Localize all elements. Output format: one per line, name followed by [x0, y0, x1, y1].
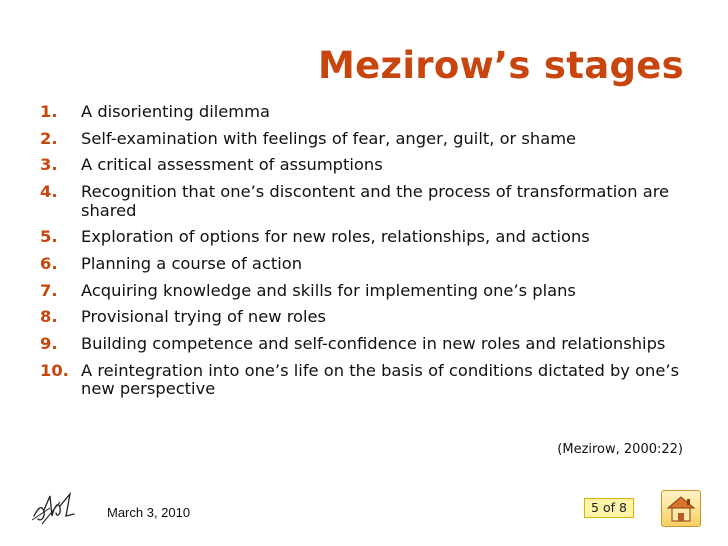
item-number: 1.: [40, 102, 58, 121]
item-text: Acquiring knowledge and skills for implementing one’s plans: [81, 280, 576, 300]
slide-title: Mezirow’s stages: [317, 44, 684, 87]
signature-logo-icon: [30, 486, 76, 528]
list-item: [40, 103, 700, 122]
list-item: [40, 183, 700, 220]
item-text: A disorienting dilemma: [81, 102, 270, 121]
item-number: 7.: [40, 280, 58, 300]
footer-date: March 3, 2010: [107, 505, 191, 520]
home-icon: [662, 491, 700, 526]
citation: (Mezirow, 2000:22): [557, 442, 683, 457]
item-text: Recognition that one’s discontent and the process of transformation are shared: [81, 182, 670, 220]
page-indicator: 5 of 8: [584, 498, 634, 518]
list-item: [40, 156, 700, 175]
item-number: 5.: [40, 227, 58, 247]
stages-list: [40, 103, 700, 407]
list-item: [40, 255, 700, 274]
item-text: Self-examination with feelings of fear, anger, guilt, or shame: [81, 128, 577, 148]
list-item: [40, 130, 700, 149]
list-item: [40, 362, 700, 399]
item-text: Building competence and self-confidence in new roles and relationships: [81, 334, 666, 353]
item-number: 2.: [40, 128, 58, 148]
item-text: A reintegration into one’s life on the basis of conditions dictated by one’s new perspective: [81, 360, 680, 399]
item-text: Exploration of options for new roles, relationships, and actions: [81, 227, 590, 247]
item-text: Planning a course of action: [81, 253, 303, 273]
home-button[interactable]: [661, 490, 701, 527]
list-item: [40, 335, 700, 354]
item-number: 6.: [40, 253, 58, 273]
list-item: [40, 228, 700, 247]
list-item: [40, 282, 700, 301]
item-number: 8.: [40, 307, 58, 327]
item-text: Provisional trying of new roles: [81, 307, 327, 327]
item-number: 9.: [40, 334, 58, 353]
item-number: 4.: [40, 182, 58, 202]
item-text: A critical assessment of assumptions: [81, 155, 383, 175]
item-number: 3.: [40, 155, 58, 175]
list-item: [40, 308, 700, 327]
item-number: 10.: [40, 360, 69, 380]
